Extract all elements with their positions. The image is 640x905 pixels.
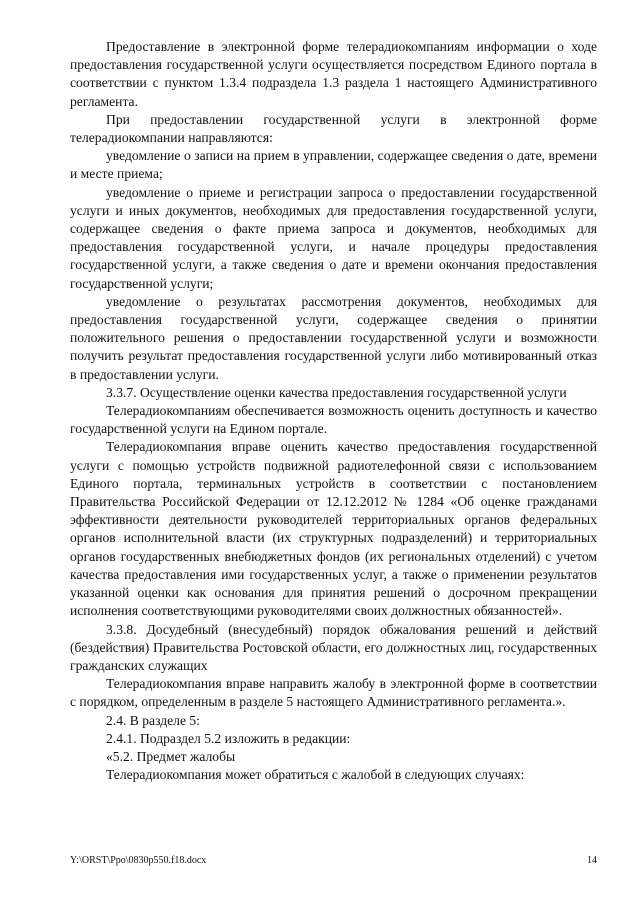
paragraph-complaint-electronic: Телерадиокомпания вправе направить жалобу в электронной форме в соответствии с порядком, определенным в разделе 5 настоящего Административного регламента.».: [70, 676, 597, 710]
paragraph-quality-assessment: Телерадиокомпаниям обеспечивается возможность оценить доступность и качество государственной услуги на Едином портале.: [70, 403, 597, 437]
paragraph-complaint-subject: «5.2. Предмет жалобы: [106, 748, 236, 764]
section-heading-3-3-8: 3.3.8. Досудебный (внесудебный) порядок обжалования решений и действий (бездействия) Правительства Ростовской области, его должностных лиц, государственных гражданских служащих: [70, 621, 597, 673]
paragraph-notification-appointment: уведомление о записи на прием в управлении, содержащее сведения о дате, времени и месте приема;: [70, 148, 597, 182]
paragraph-notification-registration: уведомление о приеме и регистрации запроса о предоставлении государственной услуги и иных документов, необходимых для предоставления государственной услуги, содержащее сведения о факте приема запроса и документов, необходимых для предоставления государственной услуги, и начале процедуры предоставления государственной услуги, а также сведения о дате и времени окончания предоставления государственной услуги;: [70, 184, 597, 291]
paragraph-notification-results: уведомление о результатах рассмотрения документов, необходимых для предоставления государственной услуги, содержащее сведения о принятии положительного решения о предоставлении государственной услуги и возможности получить результат предоставления государственной услуги либо мотивированный отказ в предоставлении услуги.: [70, 293, 597, 382]
paragraph-section-5: 2.4. В разделе 5:: [106, 712, 200, 728]
paragraph-complaint-cases: Телерадиокомпания может обратиться с жалобой в следующих случаях:: [106, 767, 525, 783]
paragraph-quality-devices: Телерадиокомпания вправе оценить качество предоставления государственной услуги с помощью устройств подвижной радиотелефонной связи с использованием Единого портала, терминальных устройств в соответствии с постановлением Правительства Российской Федерации от 12.12.2012 № 1284 «Об оценке гражданами эффективности деятельности руководителей территориальных органов федеральных органов исполнительной власти (их структурных подразделений) и территориальных органов государственных внебюджетных фондов (их региональных отделений) с учетом качества предоставления ими государственных услуг, а также о применении результатов указанной оценки как основания для принятия решений о досрочном прекращении исполнения соответствующими руководителями своих должностных обязанностей».: [70, 439, 597, 619]
paragraph-notifications-intro: При предоставлении государственной услуги в электронной форме телерадиокомпании направляются:: [70, 111, 597, 146]
paragraph-subsection-5-2: 2.4.1. Подраздел 5.2 изложить в редакции:: [106, 730, 351, 746]
page-footer: [70, 855, 597, 867]
document-body: [70, 38, 597, 784]
footer-file-path: Y:\ORST\Ppo\0830p550.f18.docx: [70, 855, 207, 866]
section-heading-3-3-7: 3.3.7. Осуществление оценки качества предоставления государственной услуги: [106, 384, 567, 400]
page-number: 14: [587, 855, 597, 866]
paragraph-info-provision: Предоставление в электронной форме телерадиокомпаниям информации о ходе предоставления государственной услуги осуществляется посредством Единого портала в соответствии с пунктом 1.3.4 подраздела 1.3 раздела 1 настоящего Административного регламента.: [70, 39, 597, 109]
